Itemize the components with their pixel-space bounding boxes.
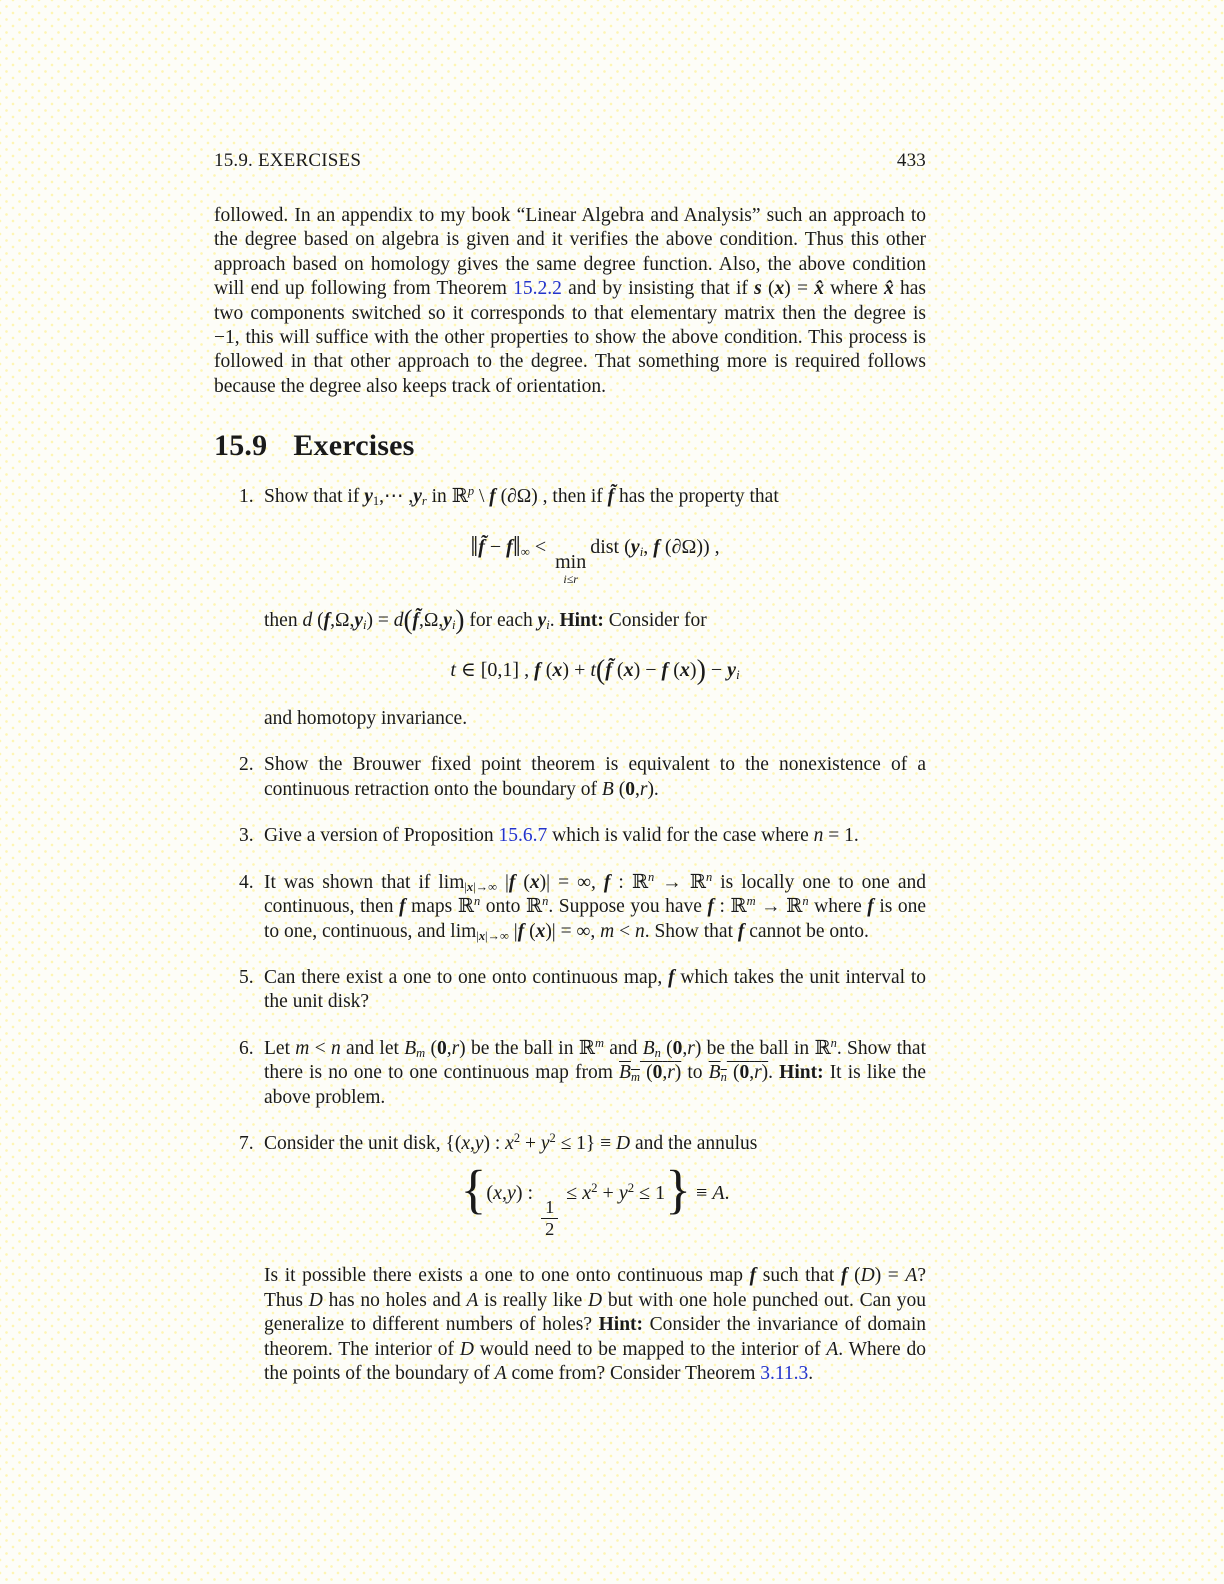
exercise-body <box>264 1037 926 1110</box>
section-heading <box>214 429 926 463</box>
exercise-paragraph: Is it possible there exists a one to one onto continuous map f such that f (D) = A? Thus D has no holes and A is really like D but with one hole punched out. Can you generalize to different numbers of holes? Hint: Consider the invariance of domain theorem. The interior of D would need to be mapped to the interior of A. Where do the points of the boundary of A come from? Consider Theorem 3.11.3. <box>264 1265 927 1384</box>
exercise-number: 7. <box>239 1132 254 1154</box>
exercise-body <box>264 753 926 802</box>
exercise-body <box>264 485 926 731</box>
exercise-number: 3. <box>239 825 254 847</box>
exercise-paragraph: Consider the unit disk, {(x,y) : $x^2 + y^2 \le 1\} \equiv D$ and the annulus <box>264 1131 758 1154</box>
exercise-number: 1. <box>239 486 254 508</box>
exercise-item <box>214 966 926 1015</box>
exercise-body <box>264 966 926 1015</box>
exercise-number: 5. <box>239 966 254 988</box>
exercise-paragraph: and homotopy invariance. <box>264 708 468 730</box>
running-header <box>214 150 926 172</box>
fraction: $\frac{1}{2}$ <box>541 1198 558 1241</box>
exercise-number: 4. <box>239 871 254 893</box>
exercise-item <box>214 1037 926 1110</box>
page-number: 433 <box>896 150 926 171</box>
min-operator: min i≤r <box>555 550 587 586</box>
display-equation: {(x,y) : $\frac{1}{2}$ ≤ $x^2 + y^2 \le 1\} \equiv A$. <box>460 1159 730 1240</box>
cross-reference-link[interactable]: 3.11.3 <box>760 1362 809 1384</box>
exercise-item <box>214 824 926 848</box>
exercise-body <box>264 824 926 848</box>
cross-reference-link[interactable]: 15.6.7 <box>498 825 548 847</box>
exercise-paragraph: Show the Brouwer fixed point theorem is equivalent to the nonexistence of a continuous retraction onto the boundary of B (0,r). <box>264 754 926 800</box>
cross-reference-link[interactable]: 15.2.2 <box>513 278 562 300</box>
exercise-item <box>214 753 926 802</box>
exercise-list <box>214 485 926 1386</box>
page-content <box>214 150 926 1386</box>
exercise-number: 6. <box>239 1037 254 1059</box>
running-header-title: 15.9. EXERCISES <box>214 150 362 171</box>
exercise-body <box>264 1132 926 1386</box>
exercise-paragraph: then d $(f,\Omega,y_i)$ = $d(f̃,\Omega,y_i)$ for each $y_i$. Hint: Consider for <box>264 604 707 635</box>
display-equation: t ∈ [0,1] , f (x) + t(f̃ (x) − f $(x)) - y_i$ <box>450 654 740 686</box>
exercise-paragraph: Let m < n and let $B_m$ (0,r) be the ball in ℝ$^m$ and $B_n$ (0,r) be the ball in ℝ$^n$. Show that there is no one to one continuous map from $B_m$ (0,r) to $B_n$ (0,r). Hint: It is like the above problem. <box>264 1035 927 1108</box>
exercise-paragraph: Can there exist a one to one onto continuous map, f which takes the unit interval to the unit disk? <box>264 966 926 1013</box>
exercise-paragraph: Show that if $y_1,\cdots$ $,y_r$ in ℝ$^p$ \ f (∂Ω) , then if f̃ has the property that <box>264 484 779 509</box>
exercise-item <box>214 871 926 944</box>
exercise-number: 2. <box>239 754 254 776</box>
exercise-paragraph: It was shown that if $\lim_{|x|\to\infty} |f$ (x)| = ∞, f : ℝ$^n$ → ℝ$^n$ is locally one to one and continuous, then f maps ℝ$^n$ onto ℝ$^n$. Suppose you have f : ℝ$^m$ → ℝ$^n$ where f is one to one, continuous, and $\lim_{|x|\to\infty} |f$ (x)| = ∞, m < n. Show that f cannot be onto. <box>264 869 927 943</box>
exercise-item <box>214 1132 926 1386</box>
intro-paragraph: followed. In an appendix to my book “Linear Algebra and Analysis” such an approach to the degree based on algebra is given and it verifies the above condition. Thus this other approach based on homology gives the same degree function. Also, the above condition will end up following from Theorem 15.2.2 and by insisting that if s (x) = x̂ where x̂ has two components switched so it corresponds to that elementary matrix then the degree is −1, this will suffice with the other properties to show the above condition. This process is followed in that other approach to the degree. That something more is required follows because the degree also keeps track of orientation. <box>214 205 927 397</box>
section-number: 15.9 <box>214 429 268 463</box>
exercise-item <box>214 485 926 731</box>
exercise-paragraph: Give a version of Proposition 15.6.7 which is valid for the case where n = 1. <box>264 825 859 847</box>
exercise-body <box>264 871 926 944</box>
display-equation: ‖f̃ − $f‖_\infty$ < min i≤r dist ($y_i$, f (∂Ω)) , <box>470 531 720 586</box>
section-title: Exercises <box>293 429 415 463</box>
